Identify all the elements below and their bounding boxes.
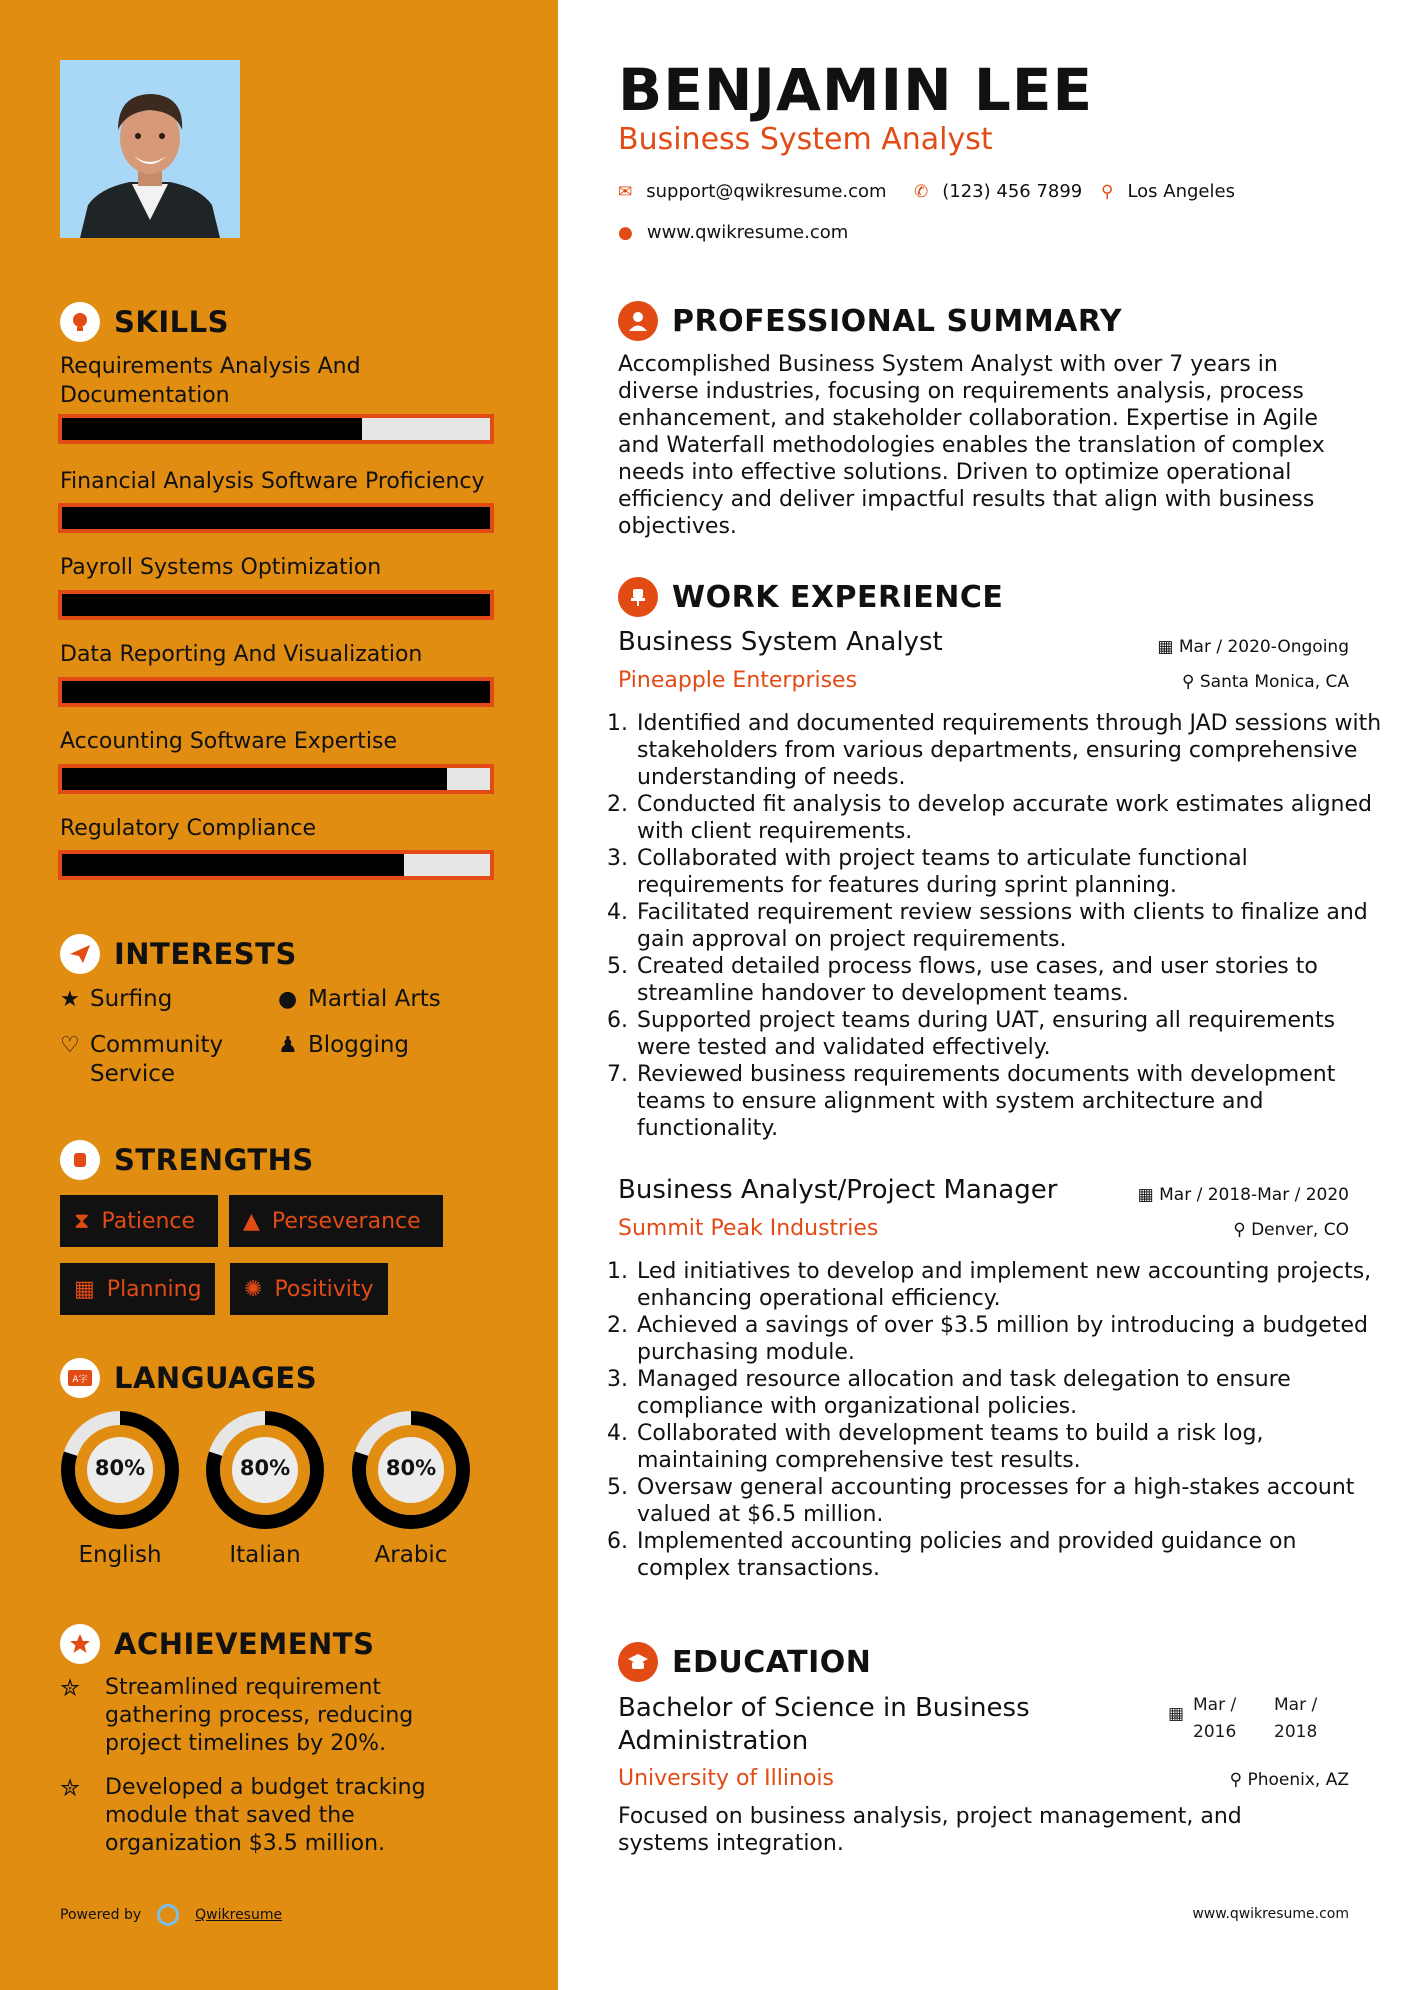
job-bullet: 3. Managed resource allocation and task delegation to ensure compliance with organizational policies. bbox=[635, 1366, 1385, 1420]
degree-title: Bachelor of Science in Business Administration bbox=[618, 1693, 1030, 1756]
users-icon: ♟ bbox=[278, 1033, 298, 1058]
language-label: English bbox=[78, 1542, 162, 1568]
calendar-icon: ▦ bbox=[1168, 1704, 1185, 1724]
map-pin-icon: ⚲ bbox=[1101, 181, 1114, 202]
skill-bar-fill bbox=[62, 854, 404, 876]
interest-item bbox=[278, 1031, 409, 1060]
sidebar bbox=[0, 0, 558, 1990]
avatar-image bbox=[60, 60, 240, 238]
skills-heading bbox=[60, 302, 229, 342]
website-contact bbox=[618, 222, 848, 243]
achievement-text: Streamlined requirement gathering process, reducing project timelines by 20%. bbox=[105, 1675, 414, 1756]
phone-icon: ✆ bbox=[914, 181, 929, 202]
skill-bar bbox=[58, 590, 494, 620]
job-bullet: 2. Conducted fit analysis to develop accurate work estimates aligned with client requirements. bbox=[635, 791, 1385, 845]
hourglass-icon: ⧗ bbox=[74, 1208, 90, 1234]
achievement-item bbox=[60, 1674, 500, 1758]
experience-heading bbox=[618, 577, 1003, 617]
job-bullet: 4. Collaborated with development teams to build a risk log, maintaining comprehensive test results. bbox=[635, 1420, 1385, 1474]
summary-title: PROFESSIONAL SUMMARY bbox=[672, 303, 1123, 339]
skill-label: Requirements Analysis And Documentation bbox=[60, 354, 361, 408]
job-location bbox=[1233, 1220, 1349, 1240]
svg-text:A字: A字 bbox=[72, 1375, 88, 1385]
pin-icon: ⚲ bbox=[1229, 1770, 1248, 1790]
translate-icon bbox=[60, 1358, 100, 1398]
edu-start: Mar / 2016 bbox=[1193, 1695, 1237, 1742]
skill-bar-fill bbox=[62, 681, 490, 703]
job-company: Pineapple Enterprises bbox=[618, 668, 858, 693]
skill-label: Financial Analysis Software Proficiency bbox=[60, 469, 485, 494]
strength-badge bbox=[230, 1263, 388, 1315]
job-bullets bbox=[612, 710, 1385, 1142]
education-title: EDUCATION bbox=[672, 1644, 872, 1680]
language-gauge bbox=[60, 1410, 180, 1534]
heart-icon: ♡ bbox=[60, 1033, 80, 1058]
powered-by bbox=[60, 1904, 282, 1926]
powered-by-label: Powered by bbox=[60, 1907, 142, 1923]
school-name: University of Illinois bbox=[618, 1766, 834, 1791]
globe-icon: ● bbox=[618, 222, 633, 243]
job-company: Summit Peak Industries bbox=[618, 1216, 879, 1241]
location-text: Los Angeles bbox=[1127, 181, 1235, 202]
summary-heading bbox=[618, 301, 1122, 341]
location-contact bbox=[1101, 181, 1235, 202]
skill-bar bbox=[58, 503, 494, 533]
language-gauge bbox=[351, 1410, 471, 1534]
calendar-icon: ▦ bbox=[1137, 1185, 1160, 1205]
interest-label: Surfing bbox=[90, 986, 173, 1012]
job-location bbox=[1182, 672, 1349, 692]
skill-bar bbox=[58, 414, 494, 444]
candidate-role: Business System Analyst bbox=[618, 122, 993, 157]
skill-bar-fill bbox=[62, 418, 362, 440]
strengths-title: STRENGTHS bbox=[114, 1143, 314, 1177]
edu-end: Mar / 2018 bbox=[1274, 1695, 1318, 1742]
strength-label: Positivity bbox=[274, 1276, 374, 1302]
star-icon: ★ bbox=[60, 987, 80, 1012]
edu-location bbox=[1230, 1770, 1349, 1790]
job-bullet: 7. Reviewed business requirements documents with development teams to ensure alignment with system architecture and functionality. bbox=[635, 1061, 1385, 1142]
job-dates bbox=[1138, 1185, 1349, 1205]
profile-photo bbox=[60, 60, 240, 238]
education-heading bbox=[618, 1642, 871, 1682]
strength-badge bbox=[60, 1263, 215, 1315]
job-bullet: 1. Led initiatives to develop and implement new accounting projects, enhancing operational efficiency. bbox=[635, 1258, 1385, 1312]
pin-icon: ⚲ bbox=[1233, 1220, 1252, 1240]
edu-location-text: Phoenix, AZ bbox=[1247, 1770, 1349, 1790]
interest-label: Blogging bbox=[308, 1032, 410, 1058]
language-percent: 80% bbox=[385, 1456, 437, 1480]
job-bullet: 6. Implemented accounting policies and provided guidance on complex transactions. bbox=[635, 1528, 1385, 1582]
interest-label: Martial Arts bbox=[308, 986, 441, 1012]
skill-label: Payroll Systems Optimization bbox=[60, 555, 382, 580]
strength-badge bbox=[60, 1195, 218, 1247]
languages-title: LANGUAGES bbox=[114, 1361, 318, 1395]
skill-bar bbox=[58, 677, 494, 707]
skills-title: SKILLS bbox=[114, 305, 229, 339]
calendar-icon: ▦ bbox=[74, 1276, 95, 1302]
job-bullet: 1. Identified and documented requirements through JAD sessions with stakeholders from various departments, ensuring comprehensive understanding of needs. bbox=[635, 710, 1385, 791]
job-bullets bbox=[612, 1258, 1385, 1582]
website-text[interactable]: www.qwikresume.com bbox=[646, 222, 849, 243]
candidate-name: BENJAMIN LEE bbox=[618, 56, 1094, 124]
achievements-title: ACHIEVEMENTS bbox=[114, 1627, 375, 1661]
email-contact bbox=[618, 181, 887, 202]
sun-icon: ✺ bbox=[244, 1276, 263, 1302]
interest-item bbox=[278, 985, 441, 1014]
pin-icon: ⚲ bbox=[1182, 672, 1200, 692]
star-burst-icon: ✮ bbox=[60, 1774, 81, 1802]
user-icon bbox=[618, 301, 658, 341]
star-badge-icon bbox=[60, 1624, 100, 1664]
language-percent: 80% bbox=[239, 1456, 291, 1480]
achievement-text: Developed a budget tracking module that saved the organization $3.5 million. bbox=[105, 1775, 426, 1856]
summary-text: Accomplished Business System Analyst with over 7 years in diverse industries, focusing on requirements analysis, process enhancement, and stakeholder collaboration. Expertise in Agile and Waterfall methodologies enables the translation of complex needs into effective solutions. Driven to optimize operational efficiency and deliver impactful results that align with business objectives. bbox=[618, 352, 1325, 539]
paper-plane-icon bbox=[60, 934, 100, 974]
job-dates-text: Mar / 2020-Ongoing bbox=[1178, 637, 1349, 657]
language-label: Italian bbox=[229, 1542, 301, 1568]
skill-bar-fill bbox=[62, 768, 447, 790]
job-bullet: 2. Achieved a savings of over $3.5 million by introducing a budgeted purchasing module. bbox=[635, 1312, 1385, 1366]
calendar-icon: ▦ bbox=[1157, 637, 1179, 657]
brand-link[interactable]: Qwikresume bbox=[195, 1907, 283, 1923]
skill-bar bbox=[58, 764, 494, 794]
interest-item bbox=[60, 985, 172, 1014]
strength-label: Perseverance bbox=[271, 1208, 421, 1234]
envelope-icon: ✉ bbox=[618, 181, 633, 202]
interest-label: Community Service bbox=[90, 1032, 224, 1087]
skill-label: Regulatory Compliance bbox=[60, 816, 316, 841]
experience-title: WORK EXPERIENCE bbox=[672, 579, 1004, 615]
job-location-text: Santa Monica, CA bbox=[1199, 672, 1349, 692]
languages-heading bbox=[60, 1358, 317, 1398]
language-label: Arabic bbox=[374, 1542, 448, 1568]
star-burst-icon: ✮ bbox=[60, 1674, 81, 1702]
strength-label: Patience bbox=[101, 1208, 196, 1234]
phone-contact bbox=[914, 181, 1082, 202]
footer-site[interactable]: www.qwikresume.com bbox=[1192, 1906, 1349, 1922]
qwikresume-logo-icon bbox=[157, 1904, 179, 1926]
language-percent: 80% bbox=[94, 1456, 146, 1480]
job-bullet: 4. Facilitated requirement review sessions with clients to finalize and gain approval on project requirements. bbox=[635, 899, 1385, 953]
job-dates-text: Mar / 2018-Mar / 2020 bbox=[1159, 1185, 1349, 1205]
job-location-text: Denver, CO bbox=[1251, 1220, 1349, 1240]
email-text[interactable]: support@qwikresume.com bbox=[646, 181, 887, 202]
phone-text: (123) 456 7899 bbox=[942, 181, 1083, 202]
job-title: Business Analyst/Project Manager bbox=[618, 1175, 1058, 1205]
job-title: Business System Analyst bbox=[618, 627, 943, 657]
interests-heading bbox=[60, 934, 297, 974]
globe-icon: ● bbox=[278, 987, 298, 1012]
language-gauge bbox=[205, 1410, 325, 1534]
achievements-heading bbox=[60, 1624, 374, 1664]
interests-title: INTERESTS bbox=[114, 937, 297, 971]
job-bullet: 3. Collaborated with project teams to articulate functional requirements for features during sprint planning. bbox=[635, 845, 1385, 899]
skill-label: Accounting Software Expertise bbox=[60, 729, 398, 754]
graduation-icon bbox=[618, 1642, 658, 1682]
lightbulb-icon bbox=[60, 302, 100, 342]
skill-label: Data Reporting And Visualization bbox=[60, 642, 423, 667]
achievement-item bbox=[60, 1774, 500, 1858]
strengths-heading bbox=[60, 1140, 314, 1180]
job-bullet: 5. Oversaw general accounting processes for a high-stakes account valued at $6.5 million. bbox=[635, 1474, 1385, 1528]
job-bullet: 5. Created detailed process flows, use cases, and user stories to streamline handover to development teams. bbox=[635, 953, 1385, 1007]
interest-item bbox=[60, 1031, 250, 1089]
strength-badge bbox=[229, 1195, 443, 1247]
skill-bar-fill bbox=[62, 594, 490, 616]
chair-icon bbox=[618, 577, 658, 617]
strength-label: Planning bbox=[106, 1276, 202, 1302]
fist-icon bbox=[60, 1140, 100, 1180]
skill-bar-fill bbox=[62, 507, 490, 529]
road-icon: ▲ bbox=[243, 1208, 260, 1234]
job-dates bbox=[1157, 637, 1349, 657]
skill-bar bbox=[58, 850, 494, 880]
job-bullet: 6. Supported project teams during UAT, ensuring all requirements were tested and validated effectively. bbox=[635, 1007, 1385, 1061]
education-text: Focused on business analysis, project management, and systems integration. bbox=[618, 1804, 1242, 1856]
